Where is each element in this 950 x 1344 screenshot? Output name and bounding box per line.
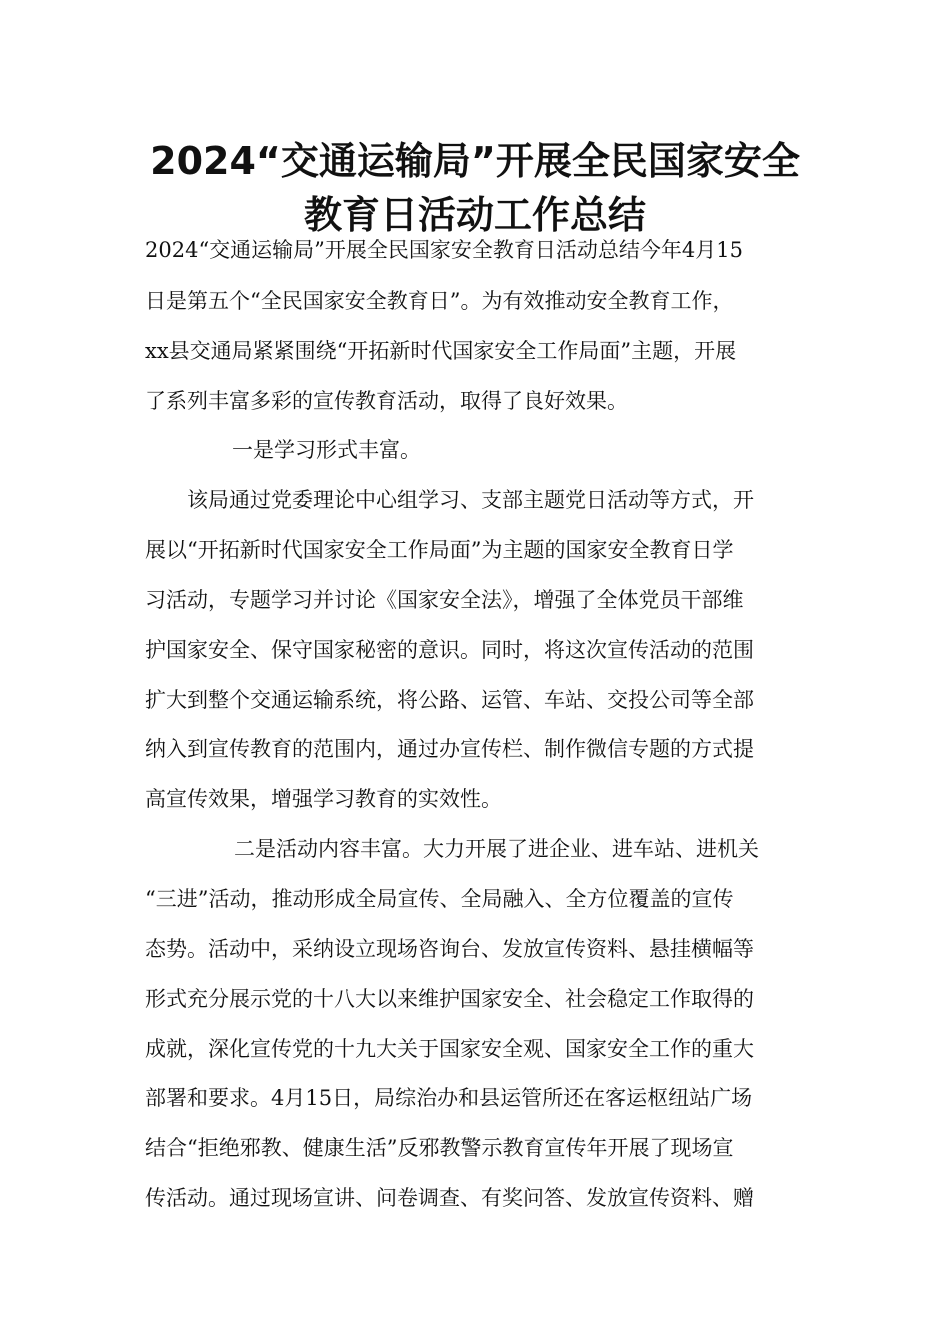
body-line-2: 日是第五个“全民国家安全教育日”。为有效推动安全教育工作， [145, 289, 734, 313]
section-heading-2: 二是活动内容丰富。大力开展了进企业、进车站、进机关 [234, 837, 759, 861]
body-line-16: 形式充分展示党的十八大以来维护国家安全、社会稳定工作取得的 [145, 987, 754, 1011]
body-line-10: 扩大到整个交通运输系统，将公路、运管、车站、交投公司等全部 [145, 688, 754, 712]
document-title-line-1: 2024“交通运输局”开展全民国家安全 [150, 139, 800, 183]
body-line-8: 习活动，专题学习并讨论《国家安全法》，增强了全体党员干部维 [145, 588, 744, 612]
body-line-1: 2024“交通运输局”开展全民国家安全教育日活动总结今年4月15 [145, 238, 743, 262]
body-line-6: 该局通过党委理论中心组学习、支部主题党日活动等方式，开 [187, 488, 754, 512]
body-line-3: xx县交通局紧紧围绕“开拓新时代国家安全工作局面”主题，开展 [145, 339, 737, 363]
body-line-20: 传活动。通过现场宣讲、问卷调查、有奖问答、发放宣传资料、赠 [145, 1186, 754, 1210]
body-line-11: 纳入到宣传教育的范围内，通过办宣传栏、制作微信专题的方式提 [145, 737, 754, 761]
body-line-4: 了系列丰富多彩的宣传教育活动，取得了良好效果。 [145, 389, 628, 413]
body-line-9: 护国家安全、保守国家秘密的意识。同时，将这次宣传活动的范围 [145, 638, 754, 662]
body-line-7: 展以“开拓新时代国家安全工作局面”为主题的国家安全教育日学 [145, 538, 734, 562]
body-line-18: 部署和要求。4月15日，局综治办和县运管所还在客运枢纽站广场 [145, 1086, 753, 1110]
body-line-14: “三进”活动，推动形成全局宣传、全局融入、全方位覆盖的宣传 [145, 887, 734, 911]
body-line-17: 成就，深化宣传党的十九大关于国家安全观、国家安全工作的重大 [145, 1037, 754, 1061]
body-line-12: 高宣传效果，增强学习教育的实效性。 [145, 787, 502, 811]
body-line-19: 结合“拒绝邪教、健康生活”反邪教警示教育宣传年开展了现场宣 [145, 1136, 734, 1160]
body-line-15: 态势。活动中，采纳设立现场咨询台、发放宣传资料、悬挂横幅等 [145, 937, 754, 961]
document-title-line-2: 教育日活动工作总结 [303, 193, 646, 237]
section-heading-1: 一是学习形式丰富。 [232, 438, 421, 462]
